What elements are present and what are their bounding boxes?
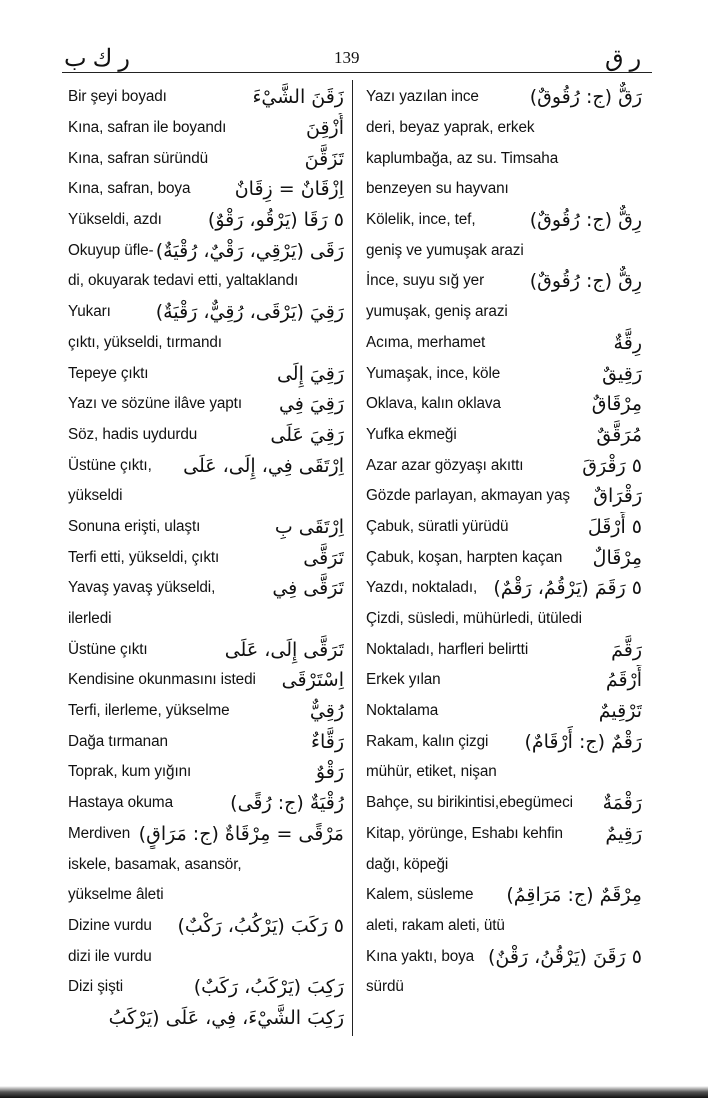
dictionary-line	[366, 788, 642, 819]
arabic-headword: رِقٌّ (ج: رُقُوقٌ)	[529, 270, 642, 293]
arabic-headword: ٥ رَقَا (يَرْقُو، رَقْوٌ)	[207, 209, 344, 232]
dictionary-line	[68, 113, 344, 144]
turkish-definition: yükselme âleti	[68, 886, 164, 904]
page-header	[0, 0, 708, 80]
dictionary-line	[68, 174, 344, 205]
arabic-headword: رُقِيٌّ	[309, 700, 344, 723]
dictionary-line	[366, 143, 642, 174]
arabic-headword: أَرْقَمُ	[605, 669, 642, 692]
dictionary-line	[68, 235, 344, 266]
arabic-headword: رَقِيَ إِلَى	[276, 362, 344, 385]
dictionary-line	[68, 450, 344, 481]
arabic-headword: اِرْتَقَى بِ	[274, 515, 344, 538]
dictionary-line	[366, 235, 642, 266]
dictionary-line	[366, 972, 642, 1003]
turkish-definition: kaplumbağa, az su. Timsaha	[366, 149, 559, 167]
turkish-definition: Merdiven	[68, 824, 131, 842]
turkish-definition: Yazdı, noktaladı,	[366, 579, 478, 597]
turkish-definition: Yazı yazılan ince	[366, 88, 479, 106]
turkish-definition: Gözde parlayan, akmayan yaş	[366, 487, 570, 505]
turkish-definition: Hastaya okuma	[68, 794, 173, 812]
header-rule	[62, 72, 652, 73]
turkish-definition: Kalem, süsleme	[366, 886, 474, 904]
dictionary-line	[68, 481, 344, 512]
dictionary-line	[68, 297, 344, 328]
arabic-headword: رَقِيَ فِي	[278, 393, 344, 416]
dictionary-line	[366, 696, 642, 727]
arabic-headword: اِسْتَرْقَى	[281, 669, 344, 692]
turkish-definition: Söz, hadis uydurdu	[68, 425, 198, 443]
turkish-definition: Bahçe, su birikintisi,ebegümeci	[366, 794, 573, 812]
turkish-definition: Kına yaktı, boya	[366, 947, 475, 965]
page-number: 139	[334, 48, 360, 67]
arabic-headword: تَرْقِيمٌ	[598, 700, 642, 723]
dictionary-line	[366, 849, 642, 880]
dictionary-line	[68, 512, 344, 543]
turkish-definition: Dağa tırmanan	[68, 732, 168, 750]
scan-edge	[0, 1086, 708, 1098]
dictionary-line	[68, 757, 344, 788]
turkish-definition: Tepeye çıktı	[68, 364, 149, 382]
turkish-definition: sürdü	[366, 978, 404, 996]
turkish-definition: Yufka ekmeği	[366, 425, 457, 443]
turkish-definition: Üstüne çıktı,	[68, 456, 152, 474]
turkish-definition: Noktalama	[366, 702, 439, 720]
turkish-definition: Yukarı	[68, 303, 111, 321]
dictionary-line	[366, 604, 642, 635]
turkish-definition: Kendisine okunmasını istedi	[68, 671, 256, 689]
dictionary-line	[366, 665, 642, 696]
dictionary-line	[68, 972, 344, 1003]
column-divider	[352, 80, 353, 1036]
dictionary-line	[68, 143, 344, 174]
dictionary-line	[366, 481, 642, 512]
turkish-definition: iskele, basamak, asansör,	[68, 855, 242, 873]
arabic-headword: مِرْقَمٌ (ج: مَرَاقِمُ)	[506, 884, 642, 907]
turkish-definition: dağı, köpeği	[366, 855, 449, 873]
turkish-definition: dizi ile vurdu	[68, 947, 152, 965]
arabic-headword: ٥ رَكَبَ (يَرْكُبُ، رَكْبٌ)	[177, 914, 344, 937]
turkish-definition: deri, beyaz yaprak, erkek	[366, 119, 535, 137]
arabic-headword: ٥ أَرْقَلَ	[587, 515, 642, 538]
turkish-definition: Terfi, ilerleme, yükselme	[68, 702, 230, 720]
turkish-definition: Dizi şişti	[68, 978, 124, 996]
turkish-definition: yumuşak, geniş arazi	[366, 303, 508, 321]
arabic-headword: رَكِبَ (يَرْكَبُ، رَكَبٌ)	[193, 976, 344, 999]
turkish-definition: Yumaşak, ince, köle	[366, 364, 501, 382]
arabic-headword: رَقٌّ (ج: رُقُوقٌ)	[529, 86, 642, 109]
turkish-definition: Üstüne çıktı	[68, 640, 148, 658]
dictionary-line	[68, 542, 344, 573]
turkish-definition: yükseldi	[68, 487, 123, 505]
arabic-headword: اِرْتَقَى فِي، إِلَى، عَلَى	[183, 454, 344, 477]
header-right-letters: ر ق	[605, 46, 642, 72]
dictionary-line	[366, 205, 642, 236]
arabic-headword: ٥ رَقْرَقَ	[582, 454, 642, 477]
dictionary-line	[366, 420, 642, 451]
turkish-definition: Çabuk, koşan, harpten kaçan	[366, 548, 563, 566]
dictionary-line	[68, 420, 344, 451]
turkish-definition: Bir şeyi boyadı	[68, 88, 167, 106]
turkish-definition: İnce, suyu sığ yer	[366, 272, 485, 290]
header-left-letters: ر ك ب	[64, 46, 130, 72]
turkish-definition: çıktı, yükseldi, tırmandı	[68, 333, 222, 351]
dictionary-line	[366, 512, 642, 543]
dictionary-line	[68, 389, 344, 420]
dictionary-line	[366, 726, 642, 757]
arabic-headword: مِرْقَاقٌ	[591, 393, 642, 416]
dictionary-line	[68, 573, 344, 604]
turkish-definition: geniş ve yumuşak arazi	[366, 241, 524, 259]
dictionary-line	[366, 113, 642, 144]
turkish-definition: Yavaş yavaş yükseldi,	[68, 579, 216, 597]
dictionary-line	[366, 911, 642, 942]
arabic-headword: زَقَنَ الشَّيْءَ	[252, 86, 344, 109]
dictionary-line	[366, 634, 642, 665]
dictionary-line	[366, 941, 642, 972]
dictionary-line	[68, 941, 344, 972]
arabic-headword: رُقْيَةٌ (ج: رُقًى)	[230, 792, 344, 815]
turkish-definition: Kitap, yörünge, Eshabı kehfin	[366, 824, 563, 842]
turkish-definition: Acıma, merhamet	[366, 333, 486, 351]
arabic-headword: ٥ رَقَمَ (يَرْقُمُ، رَقْمٌ)	[493, 577, 642, 600]
arabic-headword: رَقِيَ عَلَى	[270, 423, 344, 446]
turkish-definition: ilerledi	[68, 610, 112, 628]
turkish-definition: Yazı ve sözüne ilâve yaptı	[68, 395, 242, 413]
dictionary-line	[68, 358, 344, 389]
dictionary-line	[366, 266, 642, 297]
dictionary-line	[68, 726, 344, 757]
dictionary-line	[68, 880, 344, 911]
turkish-definition: Noktaladı, harfleri belirtti	[366, 640, 529, 658]
dictionary-line	[366, 819, 642, 850]
dictionary-line	[366, 358, 642, 389]
dictionary-line	[366, 573, 642, 604]
dictionary-line	[366, 297, 642, 328]
dictionary-line	[68, 696, 344, 727]
turkish-definition: Dizine vurdu	[68, 916, 152, 934]
turkish-definition: Okuyup üfle-	[68, 241, 154, 259]
dictionary-line	[68, 266, 344, 297]
turkish-definition: Kına, safran ile boyandı	[68, 119, 227, 137]
arabic-headword: رِقٌّ (ج: رُقُوقٌ)	[529, 209, 642, 232]
dictionary-line	[68, 634, 344, 665]
turkish-definition: Azar azar gözyaşı akıttı	[366, 456, 524, 474]
turkish-definition: di, okuyarak tedavi etti, yaltaklandı	[68, 272, 299, 290]
turkish-definition: Yükseldi, azdı	[68, 211, 162, 229]
dictionary-line	[68, 604, 344, 635]
turkish-definition: Terfi etti, yükseldi, çıktı	[68, 548, 220, 566]
left-column	[68, 82, 344, 1033]
dictionary-line	[366, 389, 642, 420]
turkish-definition: aleti, rakam aleti, ütü	[366, 916, 505, 934]
arabic-headword: رَكِبَ الشَّيْءَ، فِي، عَلَى (يَرْكَبُ	[108, 1006, 344, 1029]
turkish-definition: Çabuk, süratli yürüdü	[366, 517, 509, 535]
dictionary-line	[68, 1003, 344, 1034]
dictionary-line	[366, 542, 642, 573]
arabic-headword: رَقِيمٌ	[605, 822, 642, 845]
arabic-headword: اِزْقَانٌ = زِقَانٌ	[234, 178, 344, 201]
arabic-headword: رَقْرَاقٌ	[593, 485, 642, 508]
arabic-headword: رَقِيَ (يَرْقَى، رُقِيٌّ، رَقْيَةٌ)	[155, 301, 344, 324]
dictionary-line	[366, 82, 642, 113]
arabic-headword: رَقْمَةٌ	[602, 792, 642, 815]
right-column	[366, 82, 642, 1003]
dictionary-line	[68, 849, 344, 880]
turkish-definition: Rakam, kalın çizgi	[366, 732, 489, 750]
turkish-definition: Toprak, kum yığını	[68, 763, 192, 781]
arabic-headword: أُزْقِنَ	[306, 117, 344, 140]
turkish-definition: Kına, safran süründü	[68, 149, 209, 167]
arabic-headword: رَقَّاءٌ	[311, 730, 344, 753]
arabic-headword: تَرَقَّى	[303, 546, 344, 569]
arabic-headword: تَرَقَّى فِي	[272, 577, 344, 600]
arabic-headword: رَقَّمَ	[611, 638, 642, 661]
arabic-headword: مِرْقَالٌ	[592, 546, 642, 569]
dictionary-line	[68, 665, 344, 696]
arabic-headword: تَرَقَّى إِلَى، عَلَى	[224, 638, 344, 661]
arabic-headword: رَقْوٌ	[315, 761, 344, 784]
arabic-headword: رِقَّةٌ	[613, 331, 642, 354]
turkish-definition: Çizdi, süsledi, mühürledi, ütüledi	[366, 610, 582, 628]
turkish-definition: Oklava, kalın oklava	[366, 395, 501, 413]
dictionary-line	[366, 880, 642, 911]
dictionary-line	[68, 328, 344, 359]
dictionary-line	[68, 205, 344, 236]
arabic-headword: رَقِيقٌ	[602, 362, 642, 385]
arabic-headword: مَرْقًى = مِرْقَاةٌ (ج: مَرَاقٍ)	[138, 822, 344, 845]
dictionary-line	[366, 174, 642, 205]
turkish-definition: Kına, safran, boya	[68, 180, 191, 198]
arabic-headword: ٥ رَقَنَ (يَرْقُنُ، رَقْنٌ)	[487, 945, 642, 968]
dictionary-line	[366, 328, 642, 359]
turkish-definition: Sonuna erişti, ulaştı	[68, 517, 201, 535]
dictionary-line	[366, 450, 642, 481]
dictionary-line	[68, 82, 344, 113]
arabic-headword: مُرَقَّقٌ	[596, 423, 642, 446]
turkish-definition: Erkek yılan	[366, 671, 441, 689]
turkish-definition: mühür, etiket, nişan	[366, 763, 497, 781]
dictionary-line	[68, 819, 344, 850]
dictionary-line	[68, 788, 344, 819]
turkish-definition: Kölelik, ince, tef,	[366, 211, 476, 229]
arabic-headword: تَزَقَّنَ	[304, 147, 344, 170]
dictionary-line	[68, 911, 344, 942]
arabic-headword: رَقَى (يَرْقِي، رَقْيٌ، رُقْيَةٌ)	[155, 239, 344, 262]
turkish-definition: benzeyen su hayvanı	[366, 180, 509, 198]
dictionary-line	[366, 757, 642, 788]
arabic-headword: رَقْمٌ (ج: أَرْقَامٌ)	[524, 730, 642, 753]
